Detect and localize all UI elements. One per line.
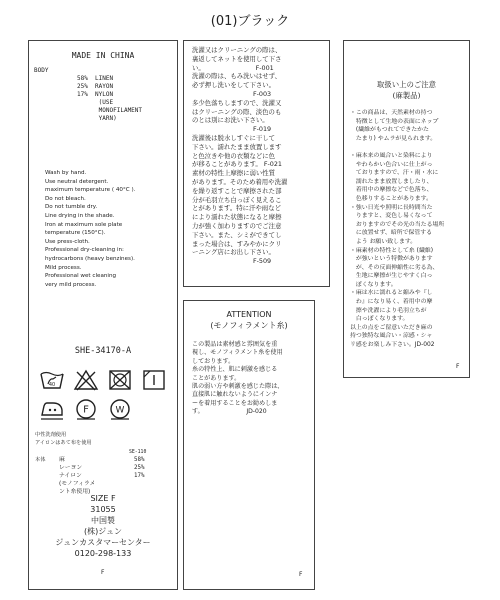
drip-dry-shade-icon [141, 368, 167, 392]
svg-text:W: W [115, 405, 125, 416]
washing-notes-label [183, 40, 330, 287]
no-tumble-dry-icon [107, 368, 133, 392]
fiber-percentages-jp: 58% 25% 17% [134, 457, 145, 479]
fiber-composition-jp: 麻 レーヨン ナイロン (モノフィラメ ント糸使用) [59, 457, 96, 495]
body-heading-jp: 本体 [35, 457, 46, 463]
made-in-text: MADE IN CHINA [71, 51, 135, 60]
svg-text:40: 40 [48, 382, 56, 388]
body-heading: BODY [34, 67, 49, 74]
hand-wash-40-icon [39, 368, 65, 392]
linen-handling-text: ・この商品は、天然素材の持つ 特徴として生地の表面にネップ (繊維がもつれてできたかた たまり) やムラが見られます。 ・麻本来の風合いと染料により やわらかい色合いに仕上がっ ておりますので、汗・雨・水に 濡れたまま放置しましたり、 着用中の摩擦などで色落ち、 色移りすることがあります。 ・強い日光や照明に長時間当た りますと、変色し易くなって おりますのでその光の当たる場所 に放置せず、暗所で保管する よう お願い致します。 ・麻素材の特性として糸 (繊維) が強いという特徴があります が、その反面伸縮性に劣る為、 生地に摩擦が生じやすく白っ ぽくなります。 ・麻は水に濡れると縮みや『し わ』になり易く、着用中の摩 擦や洗濯により毛羽立ちが 白っぽくなります。 以上の点をご留意いただき麻の 持つ独特な風合い・涼感・シャ リ感をお楽しみ下さい。JD-002 [350, 110, 445, 349]
size-and-maker-info: SIZE F 31055 中国製 (株)ジュン ジュンカスタマーセンター 0120-298-133 [55, 494, 151, 558]
attention-heading: ATTENTION (モノフィラメント糸) [210, 310, 288, 330]
care-symbols-row-1 [39, 368, 167, 392]
fiber-composition-en: 58% LINEN 25% RAYON 17% NYLON (USE MONOFILAMENT YARN) [77, 75, 143, 122]
f-mark: F [101, 569, 105, 576]
attention-label [183, 300, 315, 590]
wet-clean-w-icon [107, 397, 133, 421]
svg-text:F: F [83, 404, 89, 416]
dry-clean-f-icon [73, 397, 99, 421]
no-bleach-icon [73, 368, 99, 392]
f-mark: F [456, 363, 460, 370]
care-label-main [28, 40, 178, 590]
se-code: SE-110 [129, 450, 147, 455]
care-instructions-en: Wash by hand. Use neutral detergent. maximum temperature ( 40°C ). Do not bleach. Do not tumble dry. Line drying in the shade. Iron at maximum sole plate temperature (150°C). Use press-cloth. Professional dry-cleaning in: hydrocarbons (heavy benzines). Mild process. Professional wet cleaning very mild process. [45, 170, 136, 288]
page-title: (01)ブラック [210, 14, 290, 29]
linen-handling-label [343, 40, 470, 378]
f-mark: F [299, 571, 303, 578]
product-code: SHE-34170-A [74, 346, 132, 356]
iron-medium-icon [39, 397, 65, 421]
washing-notes-text: 洗濯又はクリーニングの際は、 裏返してネットを使用して下さ い。 F-001 洗濯の際は、もみ洗いはせず、 必ず押し洗いをして下さい。 F-003 多少色落ちしますので、洗濯又 はクリーニングの際、淡色のも のとは別にお洗い下さい。 F-019 洗濯後は脱水しすぐに干して 下さい。濡れたまま放置します と色泣きや他の衣類などに色 が移ることがあります。 F-021 素材の特性上摩擦に弱い性質 があります。そのため着用や洗濯 を繰り返すことで摩擦された部 分が毛羽立ち白っぽく見えるこ とがあります。特に汗や雨など により濡れた状態になると摩擦 力が強く加わりますのでご注意 下さい。また、シミができてし まった場合は、すみやかにクリ ーニング店にお出し下さい。 F-509 [192, 46, 288, 266]
linen-handling-heading: 取扱い上のご注意 (麻製品) [376, 80, 437, 100]
care-symbols-row-2 [39, 397, 133, 421]
attention-text: この製品は素材感と雰囲気を重 視し、モノフィラメント糸を使用 しております。 糸の特性上、肌に刺激を感じる ことがあります。 肌の弱い方や刺激を感じた際は、 直接肌に触れないようにインナ ーを着用することをお勧めしま す。 JD-020 [192, 341, 284, 416]
care-note-jp: 中性洗剤使用 アイロンはあて布を使用 [35, 432, 92, 446]
